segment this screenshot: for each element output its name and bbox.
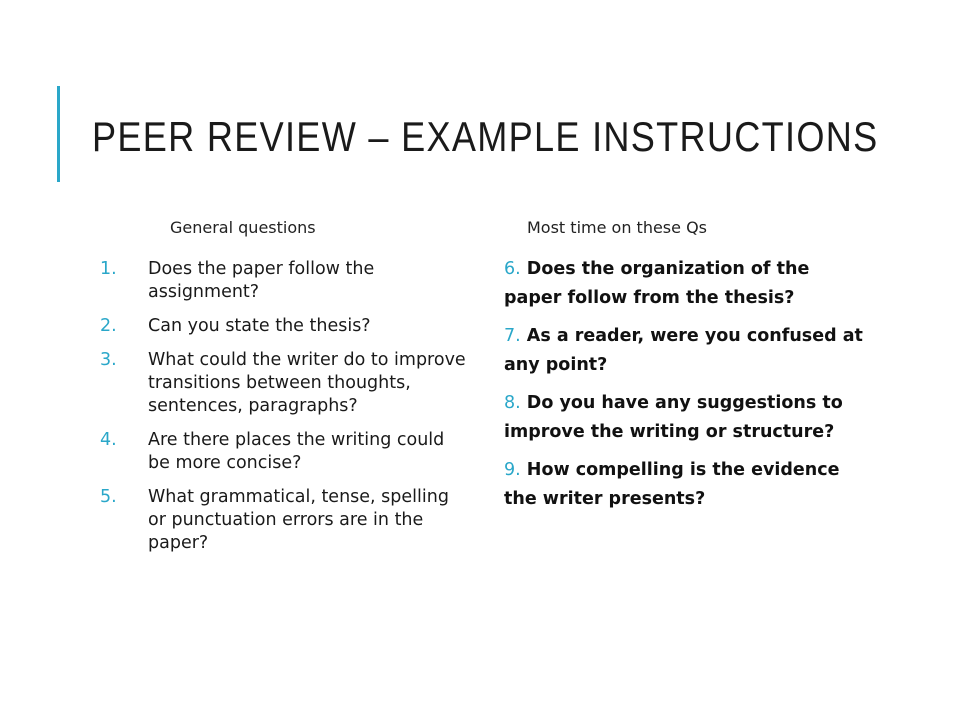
list-item — [504, 389, 864, 447]
item-number: 3. — [100, 350, 117, 370]
item-number: 8. — [504, 393, 521, 413]
list-item — [100, 315, 470, 338]
list-item — [100, 349, 470, 418]
title-accent-bar — [57, 86, 60, 182]
item-text: Does the organization of the paper follow from the thesis? — [504, 259, 810, 308]
item-number: 2. — [100, 316, 117, 336]
slide-title: PEER REVIEW – EXAMPLE INSTRUCTIONS — [92, 113, 879, 160]
list-item — [100, 486, 470, 555]
list-item — [504, 255, 864, 313]
item-text: As a reader, were you confused at any point? — [504, 326, 863, 375]
item-text: Can you state the thesis? — [148, 316, 371, 336]
item-number: 1. — [100, 259, 117, 279]
priority-questions-list — [504, 255, 864, 523]
list-item — [504, 456, 864, 514]
item-text: Do you have any suggestions to improve the writing or structure? — [504, 393, 843, 442]
general-questions-list — [100, 258, 470, 566]
item-number: 5. — [100, 487, 117, 507]
item-text: What could the writer do to improve transitions between thoughts, sentences, paragraphs? — [148, 350, 466, 416]
item-number: 4. — [100, 430, 117, 450]
item-text: How compelling is the evidence the writer presents? — [504, 460, 840, 509]
item-number: 9. — [504, 460, 521, 480]
item-number: 7. — [504, 326, 521, 346]
list-item — [100, 429, 470, 475]
list-item — [100, 258, 470, 304]
general-questions-heading: General questions — [170, 218, 316, 237]
item-text: Are there places the writing could be more concise? — [148, 430, 445, 473]
item-text: What grammatical, tense, spelling or punctuation errors are in the paper? — [148, 487, 449, 553]
item-text: Does the paper follow the assignment? — [148, 259, 375, 302]
item-number: 6. — [504, 259, 521, 279]
list-item — [504, 322, 864, 380]
priority-questions-heading: Most time on these Qs — [527, 218, 707, 237]
